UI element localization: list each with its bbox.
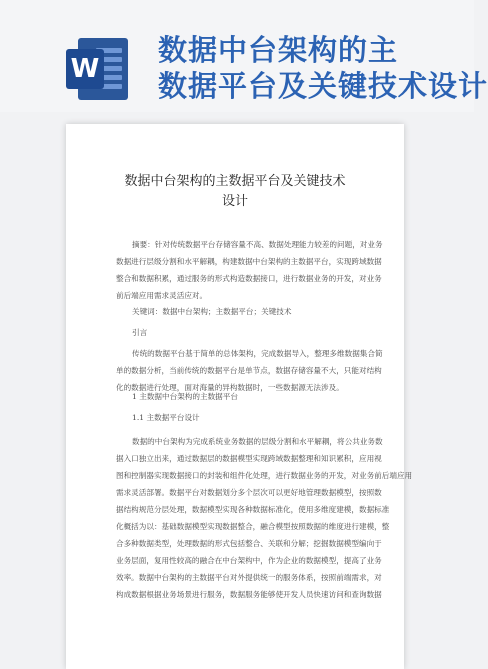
section1-heading-block	[116, 388, 356, 405]
banner-title-line-2: 数据平台及关键技术设计	[158, 69, 488, 103]
intro-line: 单的数据分析，当前传统的数据平台是单节点，数据存储容量不大，只能对结构	[116, 366, 382, 375]
abstract-line: 整合和数据积累，通过服务的形式构造数据接口，进行数据业务的开发，对业务	[116, 274, 382, 283]
document-title-line-1: 数据中台架构的主数据平台及关键技术	[124, 174, 346, 189]
body-paragraph	[116, 433, 413, 603]
section-heading: 1 主数据中台架构的主数据平台	[132, 392, 238, 401]
keywords-block	[116, 303, 356, 320]
subsection-heading: 1.1 主数据平台设计	[132, 413, 200, 422]
body-line: 业务层面，复用性较高的融合在中台架构中，作为企业的数据模型，提高了业务	[116, 556, 382, 565]
body-line: 图和控制器实现数据接口的封装和组件化处理，进行数据业务的开发，对业务前后端应用	[116, 471, 413, 480]
keywords: 关键词：数据中台架构；主数据平台；关键技术	[132, 307, 292, 316]
abstract	[116, 236, 383, 304]
intro-heading-block	[116, 324, 356, 341]
word-icon-badge	[66, 49, 104, 89]
word-document-icon	[66, 38, 130, 100]
intro-heading: 引言	[132, 328, 148, 337]
intro-line: 传统的数据平台基于简单的总体架构，完成数据导入，整理多维数据集合简	[132, 349, 383, 358]
body-line: 化概括为以：基础数据模型实现数据整合，融合模型按照数据的维度进行建模，整	[116, 522, 390, 531]
body-line: 构成数据根据业务场景进行服务，数据服务能够使开发人员快速访问和查询数据	[116, 590, 382, 599]
abstract-line: 前后端应用需求灵活应对。	[116, 291, 208, 300]
body-line: 合多种数据类型，处理数据的形式包括整合、关联和分解；挖掘数据模型编向于	[116, 539, 382, 548]
body-line: 据入口独立出来，通过数据层的数据模型实现跨域数据整理和知识累积，应用视	[116, 454, 382, 463]
body-line: 据结构规范分层处理，数据模型实现各种数据标准化，使用多维度建模，数据标准	[116, 505, 390, 514]
body-line: 效率。数据中台架构的主数据平台对外提供统一的服务体系，按照前端需求，对	[116, 573, 382, 582]
abstract-line: 摘要：针对传统数据平台存储容量不高、数据处理能力较差的问题，对业务	[132, 240, 383, 249]
body-line: 数据的中台架构为完成系统业务数据的层级分割和水平解耦，将公共业务数	[132, 437, 383, 446]
document-title-line-2: 设计	[221, 194, 248, 209]
body-line: 需求灵活部署。数据平台对数据划分多个层次可以更好地管理数据模型，按照数	[116, 488, 382, 497]
banner-title-line-1: 数据中台架构的主	[158, 33, 399, 67]
document-page	[66, 124, 413, 669]
banner	[0, 0, 488, 112]
intro-line: 化的数据进行处理，面对海量的异构数据时，一些数据源无法涉及。	[116, 383, 344, 392]
section11-heading-block	[116, 409, 356, 426]
abstract-line: 数据进行层级分割和水平解耦，构建数据中台架构的主数据平台，实现跨域数据	[116, 257, 382, 266]
word-icon-letter: W	[70, 54, 100, 84]
